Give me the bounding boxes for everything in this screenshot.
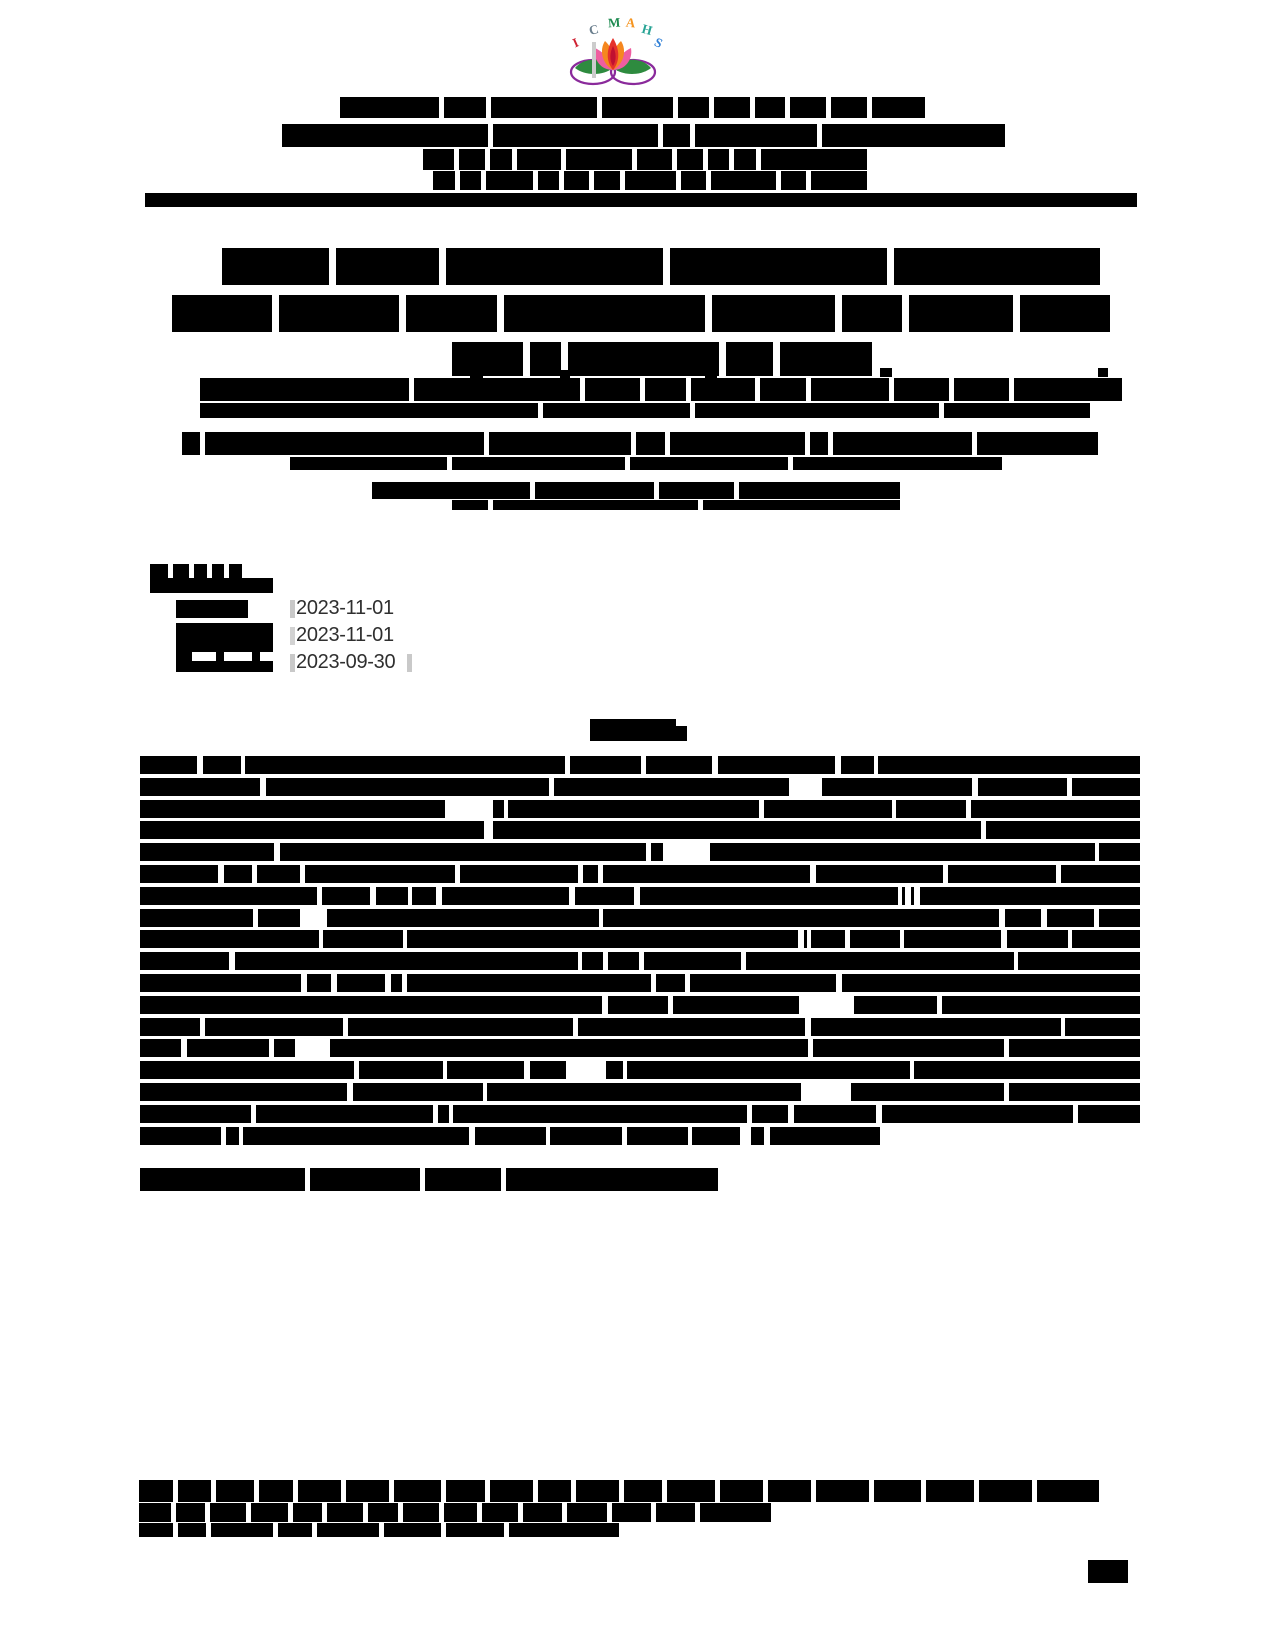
- title-line1-gap: [663, 248, 670, 285]
- history-label-2: [176, 623, 273, 672]
- abstract-body: [854, 996, 937, 1014]
- abstract-body: [764, 800, 892, 818]
- journal-name-line2-gap: [658, 124, 663, 147]
- abstract-body: [570, 756, 641, 774]
- footer-line2-gap: [322, 1503, 327, 1522]
- authors-line1-gap: [755, 378, 760, 401]
- abstract-body: [1005, 909, 1041, 927]
- journal-info-line2-gap: [481, 171, 486, 190]
- history-date-3: 2023-09-30: [296, 651, 396, 673]
- journal-name-line1: [340, 97, 925, 118]
- abstract-body: [327, 909, 599, 927]
- abstract-body: [606, 1061, 623, 1079]
- abstract-body: [583, 865, 598, 883]
- abstract-body: [640, 887, 898, 905]
- abstract-body: [692, 1127, 740, 1145]
- logo-letter-s: S: [652, 34, 666, 51]
- abstract-body: [376, 887, 408, 905]
- abstract-body: [971, 800, 1140, 818]
- history-cursor-mark-3: [290, 654, 295, 672]
- abstract-body: [460, 865, 578, 883]
- abstract-body: [813, 1039, 1004, 1057]
- email-line: [372, 482, 900, 499]
- abstract-body: [140, 1018, 200, 1036]
- title-line2-gap: [902, 295, 909, 332]
- abstract-body: [487, 1083, 801, 1101]
- abstract-body: [710, 843, 1095, 861]
- abstract-body: [140, 1061, 354, 1079]
- abstract-body: [323, 930, 403, 948]
- journal-name-line2-gap: [488, 124, 493, 147]
- journal-info-line2-gap: [676, 171, 681, 190]
- abstract-body: [575, 887, 634, 905]
- abstract-body: [896, 800, 966, 818]
- journal-info-line2-gap: [776, 171, 781, 190]
- authors-line1-gap: [1009, 378, 1014, 401]
- journal-info-line1-gap: [512, 149, 517, 170]
- abstract-body: [690, 974, 836, 992]
- abstract-body: [656, 974, 685, 992]
- abstract-body: [140, 1127, 221, 1145]
- abstract-body: [948, 865, 1056, 883]
- author-superscript-3: [705, 369, 717, 378]
- history-cursor-mark-4: [407, 654, 412, 672]
- abstract-body: [646, 756, 712, 774]
- footer-line2-gap: [518, 1503, 523, 1522]
- logo-letter-c: C: [587, 21, 601, 38]
- history-cursor-mark-2: [290, 627, 295, 645]
- authors-line2-gap: [538, 403, 543, 418]
- abstract-body: [986, 821, 1140, 839]
- abstract-body: [475, 1127, 546, 1145]
- affiliation-line1-gap: [631, 432, 636, 455]
- abstract-body: [1072, 778, 1140, 796]
- abstract-body: [266, 778, 549, 796]
- footer-line2-gap: [439, 1503, 444, 1522]
- journal-info-line1-gap: [485, 149, 490, 170]
- title-line2-gap: [272, 295, 279, 332]
- email-line-gap: [654, 482, 659, 499]
- footer-line1-gap: [173, 1480, 178, 1502]
- abstract-body: [453, 1105, 747, 1123]
- abstract-body: [140, 821, 484, 839]
- affiliation-line2: [290, 457, 1002, 470]
- abstract-body: [554, 778, 789, 796]
- journal-logo: [553, 10, 673, 92]
- logo-letter-h: H: [640, 20, 654, 39]
- abstract-body: [140, 952, 229, 970]
- abstract-body: [140, 909, 253, 927]
- authors-line1-gap: [806, 378, 811, 401]
- affiliation-line2-gap: [625, 457, 630, 470]
- header-rule: [145, 193, 1137, 207]
- footer-line2-gap: [246, 1503, 251, 1522]
- title-line2-gap: [497, 295, 504, 332]
- abstract-body: [140, 930, 319, 948]
- footer-line1-gap: [211, 1480, 216, 1502]
- abstract-body: [603, 865, 810, 883]
- abstract-body: [140, 974, 301, 992]
- title-line3-gap: [773, 342, 780, 376]
- abstract-body: [770, 1127, 880, 1145]
- abstract-body: [140, 1039, 181, 1057]
- abstract-body: [1065, 1018, 1140, 1036]
- article-history-heading-caps-gap: [168, 564, 173, 578]
- abstract-body: [205, 1018, 343, 1036]
- abstract-body: [752, 1105, 788, 1123]
- logo-letter-i: I: [570, 34, 581, 51]
- abstract-body: [1078, 1105, 1140, 1123]
- abstract-body: [878, 756, 1140, 774]
- journal-name-line1-gap: [785, 97, 790, 118]
- footer-line1-gap: [1032, 1480, 1037, 1502]
- abstract-body: [816, 865, 943, 883]
- title-line1: [222, 248, 1100, 285]
- affiliation-line1-gap: [665, 432, 670, 455]
- abstract-body: [257, 865, 300, 883]
- email-line-descender: [452, 500, 900, 510]
- footer-line1-gap: [571, 1480, 576, 1502]
- abstract-body: [140, 800, 445, 818]
- abstract-body: [305, 865, 455, 883]
- abstract-body: [608, 952, 639, 970]
- abstract-body: [493, 800, 504, 818]
- footer-line2-gap: [398, 1503, 403, 1522]
- footer-line1-gap: [921, 1480, 926, 1502]
- footer-line3-gap: [379, 1523, 384, 1537]
- abstract-body: [337, 974, 385, 992]
- footer-line1-gap: [341, 1480, 346, 1502]
- abstract-body: [582, 952, 603, 970]
- history-date-1: 2023-11-01: [296, 597, 394, 619]
- footer-line1-gap: [974, 1480, 979, 1502]
- email-line-descender-gap: [698, 500, 703, 510]
- abstract-body: [851, 1083, 1004, 1101]
- abstract-body: [651, 843, 663, 861]
- abstract-body: [644, 952, 741, 970]
- abstract-body: [224, 865, 252, 883]
- abstract-body: [608, 996, 668, 1014]
- journal-info-line1-gap: [672, 149, 677, 170]
- affiliation-line1-gap: [484, 432, 489, 455]
- abstract-body: [280, 843, 646, 861]
- footer-line1-gap: [869, 1480, 874, 1502]
- title-line2-gap: [399, 295, 406, 332]
- abstract-body: [140, 1083, 347, 1101]
- keywords-line-gap: [420, 1168, 425, 1191]
- abstract-body: [578, 1018, 805, 1036]
- footer-line1-gap: [715, 1480, 720, 1502]
- journal-info-line2-gap: [806, 171, 811, 190]
- abstract-body: [140, 843, 274, 861]
- authors-line2: [200, 403, 1090, 418]
- abstract-body: [1047, 909, 1094, 927]
- footer-line1-gap: [293, 1480, 298, 1502]
- abstract-body: [258, 909, 300, 927]
- title-line2-gap: [705, 295, 712, 332]
- abstract-body: [841, 756, 874, 774]
- abstract-body: [442, 887, 569, 905]
- footer-line2-gap: [171, 1503, 176, 1522]
- history-cursor-mark-1: [290, 600, 295, 618]
- authors-line1-gap: [640, 378, 645, 401]
- footer-line1-gap: [662, 1480, 667, 1502]
- title-line2: [172, 295, 1110, 332]
- footer-line3-gap: [273, 1523, 278, 1537]
- journal-name-line2-gap: [817, 124, 822, 147]
- journal-info-line2-gap: [620, 171, 625, 190]
- abstract-heading-gap: [676, 719, 687, 726]
- abstract-body: [804, 930, 807, 948]
- footer-line1-gap: [389, 1480, 394, 1502]
- abstract-body: [530, 1061, 566, 1079]
- footer-line3-gap: [504, 1523, 509, 1537]
- abstract-body: [243, 1127, 469, 1145]
- authors-line2-gap: [690, 403, 695, 418]
- abstract-body: [1018, 952, 1140, 970]
- abstract-body: [822, 778, 972, 796]
- authors-line1-gap: [580, 378, 585, 401]
- journal-name-line1-gap: [673, 97, 678, 118]
- journal-name-line1-gap: [750, 97, 755, 118]
- title-line3: [452, 342, 872, 376]
- abstract-body: [348, 1018, 573, 1036]
- journal-info-line2-gap: [589, 171, 594, 190]
- abstract-body: [322, 887, 370, 905]
- abstract-body: [751, 1127, 764, 1145]
- footer-line1-gap: [254, 1480, 259, 1502]
- abstract-body: [627, 1127, 688, 1145]
- abstract-body: [438, 1105, 449, 1123]
- journal-name-line1-gap: [867, 97, 872, 118]
- abstract-body: [307, 974, 331, 992]
- abstract-body: [911, 887, 914, 905]
- abstract-body: [811, 1018, 1061, 1036]
- logo-letter-a: A: [625, 14, 637, 31]
- journal-info-line1-gap: [561, 149, 566, 170]
- email-line-gap: [530, 482, 535, 499]
- authors-line1-gap: [409, 378, 414, 401]
- abstract-body: [550, 1127, 622, 1145]
- keywords-line: [140, 1168, 718, 1191]
- footer-line2-gap: [695, 1503, 700, 1522]
- journal-name-line1-gap: [439, 97, 444, 118]
- footer-line1-gap: [811, 1480, 816, 1502]
- abstract-body: [140, 887, 317, 905]
- footer-line2-gap: [651, 1503, 656, 1522]
- abstract-body: [140, 756, 197, 774]
- abstract-body: [235, 952, 578, 970]
- authors-line1: [200, 378, 1122, 401]
- abstract-body: [493, 821, 981, 839]
- email-line-gap: [734, 482, 739, 499]
- abstract-body: [1072, 930, 1140, 948]
- affiliation-line2-gap: [447, 457, 452, 470]
- abstract-body: [353, 1083, 483, 1101]
- journal-name-line2-gap: [690, 124, 695, 147]
- keywords-line-gap: [305, 1168, 310, 1191]
- footer-line2-gap: [607, 1503, 612, 1522]
- title-line3-gap: [719, 342, 726, 376]
- abstract-body: [746, 952, 1014, 970]
- abstract-body: [140, 865, 218, 883]
- history-label-2-gap: [260, 652, 273, 661]
- journal-info-line2-gap: [533, 171, 538, 190]
- history-label-2-gap: [192, 652, 216, 661]
- affiliation-line2-gap: [788, 457, 793, 470]
- abstract-body: [391, 974, 402, 992]
- journal-name-line1-gap: [597, 97, 602, 118]
- abstract-body: [1061, 865, 1140, 883]
- abstract-body: [811, 930, 845, 948]
- abstract-body: [627, 1061, 910, 1079]
- footer-line2-gap: [205, 1503, 210, 1522]
- abstract-body: [245, 756, 565, 774]
- abstract-body: [904, 930, 1001, 948]
- journal-info-line1-gap: [756, 149, 761, 170]
- authors-line1-gap: [889, 378, 894, 401]
- authors-line1-gap: [686, 378, 691, 401]
- footer-line1-gap: [485, 1480, 490, 1502]
- title-line3-gap: [523, 342, 530, 376]
- abstract-body: [407, 930, 798, 948]
- abstract-body: [718, 756, 835, 774]
- logo-gray-mark: [592, 42, 596, 78]
- abstract-body: [882, 1105, 1073, 1123]
- journal-info-line1-gap: [632, 149, 637, 170]
- history-label-2-gap: [224, 652, 252, 661]
- abstract-body: [140, 1105, 251, 1123]
- abstract-body: [140, 778, 260, 796]
- footer-line1-gap: [441, 1480, 446, 1502]
- abstract-body: [274, 1039, 295, 1057]
- title-line1-gap: [439, 248, 446, 285]
- journal-name-line1-gap: [826, 97, 831, 118]
- footer-line2: [139, 1503, 771, 1522]
- abstract-body: [1009, 1083, 1140, 1101]
- logo-letter-m: M: [607, 14, 621, 31]
- affiliation-line1: [182, 432, 1098, 455]
- journal-info-line1-gap: [703, 149, 708, 170]
- abstract-body: [1099, 909, 1140, 927]
- abstract-body: [673, 996, 799, 1014]
- abstract-body: [140, 996, 602, 1014]
- journal-info-line2: [433, 171, 867, 190]
- abstract-body: [1009, 1039, 1140, 1057]
- abstract-body: [508, 800, 759, 818]
- author-superscript-4: [880, 368, 892, 377]
- affiliation-line1-gap: [828, 432, 833, 455]
- abstract-body: [226, 1127, 239, 1145]
- article-history-heading-caps-gap: [207, 564, 212, 578]
- abstract-body: [902, 887, 905, 905]
- affiliation-line1-gap: [200, 432, 205, 455]
- abstract-heading: [590, 719, 687, 741]
- history-date-2: 2023-11-01: [296, 624, 394, 646]
- title-line2-gap: [1013, 295, 1020, 332]
- abstract-body: [1007, 930, 1068, 948]
- title-line1-gap: [887, 248, 894, 285]
- article-history-heading-caps-gap: [189, 564, 194, 578]
- abstract-body: [978, 778, 1067, 796]
- footer-line2-gap: [363, 1503, 368, 1522]
- authors-line2-gap: [939, 403, 944, 418]
- abstract-body: [1099, 843, 1140, 861]
- footer-line3-gap: [173, 1523, 178, 1537]
- author-superscript-5: [1098, 368, 1108, 377]
- footer-line2-gap: [562, 1503, 567, 1522]
- footer-line3-gap: [312, 1523, 317, 1537]
- journal-info-line2-gap: [455, 171, 460, 190]
- abstract-body: [330, 1039, 808, 1057]
- abstract-body: [842, 974, 1140, 992]
- journal-info-line1-gap: [454, 149, 459, 170]
- abstract-body: [794, 1105, 876, 1123]
- footer-line2-gap: [477, 1503, 482, 1522]
- footer-line1-gap: [533, 1480, 538, 1502]
- abstract-body: [412, 887, 436, 905]
- email-line-descender-gap: [488, 500, 493, 510]
- abstract-body: [256, 1105, 433, 1123]
- abstract-body: [447, 1061, 524, 1079]
- journal-name-line1-gap: [709, 97, 714, 118]
- journal-info-line1-gap: [729, 149, 734, 170]
- footer-line3-gap: [206, 1523, 211, 1537]
- affiliation-line1-gap: [972, 432, 977, 455]
- affiliation-line1-gap: [805, 432, 810, 455]
- journal-name-line1-gap: [486, 97, 491, 118]
- article-history-heading-caps-gap: [224, 564, 229, 578]
- abstract-body: [407, 974, 651, 992]
- history-label-1: [176, 600, 248, 618]
- abstract-body: [359, 1061, 443, 1079]
- keywords-line-gap: [501, 1168, 506, 1191]
- footer-line2-gap: [288, 1503, 293, 1522]
- title-line1-gap: [329, 248, 336, 285]
- abstract-body: [603, 909, 999, 927]
- article-history-heading: [150, 578, 273, 593]
- abstract-body: [914, 1061, 1140, 1079]
- abstract-body: [850, 930, 900, 948]
- journal-name-line2: [282, 124, 1005, 147]
- journal-info-line2-gap: [559, 171, 564, 190]
- journal-info-line2-gap: [706, 171, 711, 190]
- abstract-body: [203, 756, 241, 774]
- abstract-body: [920, 887, 1140, 905]
- abstract-body: [187, 1039, 269, 1057]
- authors-line1-gap: [949, 378, 954, 401]
- page-number-redacted: [1088, 1560, 1128, 1583]
- abstract-body: [942, 996, 1140, 1014]
- footer-line3-gap: [441, 1523, 446, 1537]
- title-line2-gap: [835, 295, 842, 332]
- footer-line1-gap: [619, 1480, 624, 1502]
- footer-line1-gap: [763, 1480, 768, 1502]
